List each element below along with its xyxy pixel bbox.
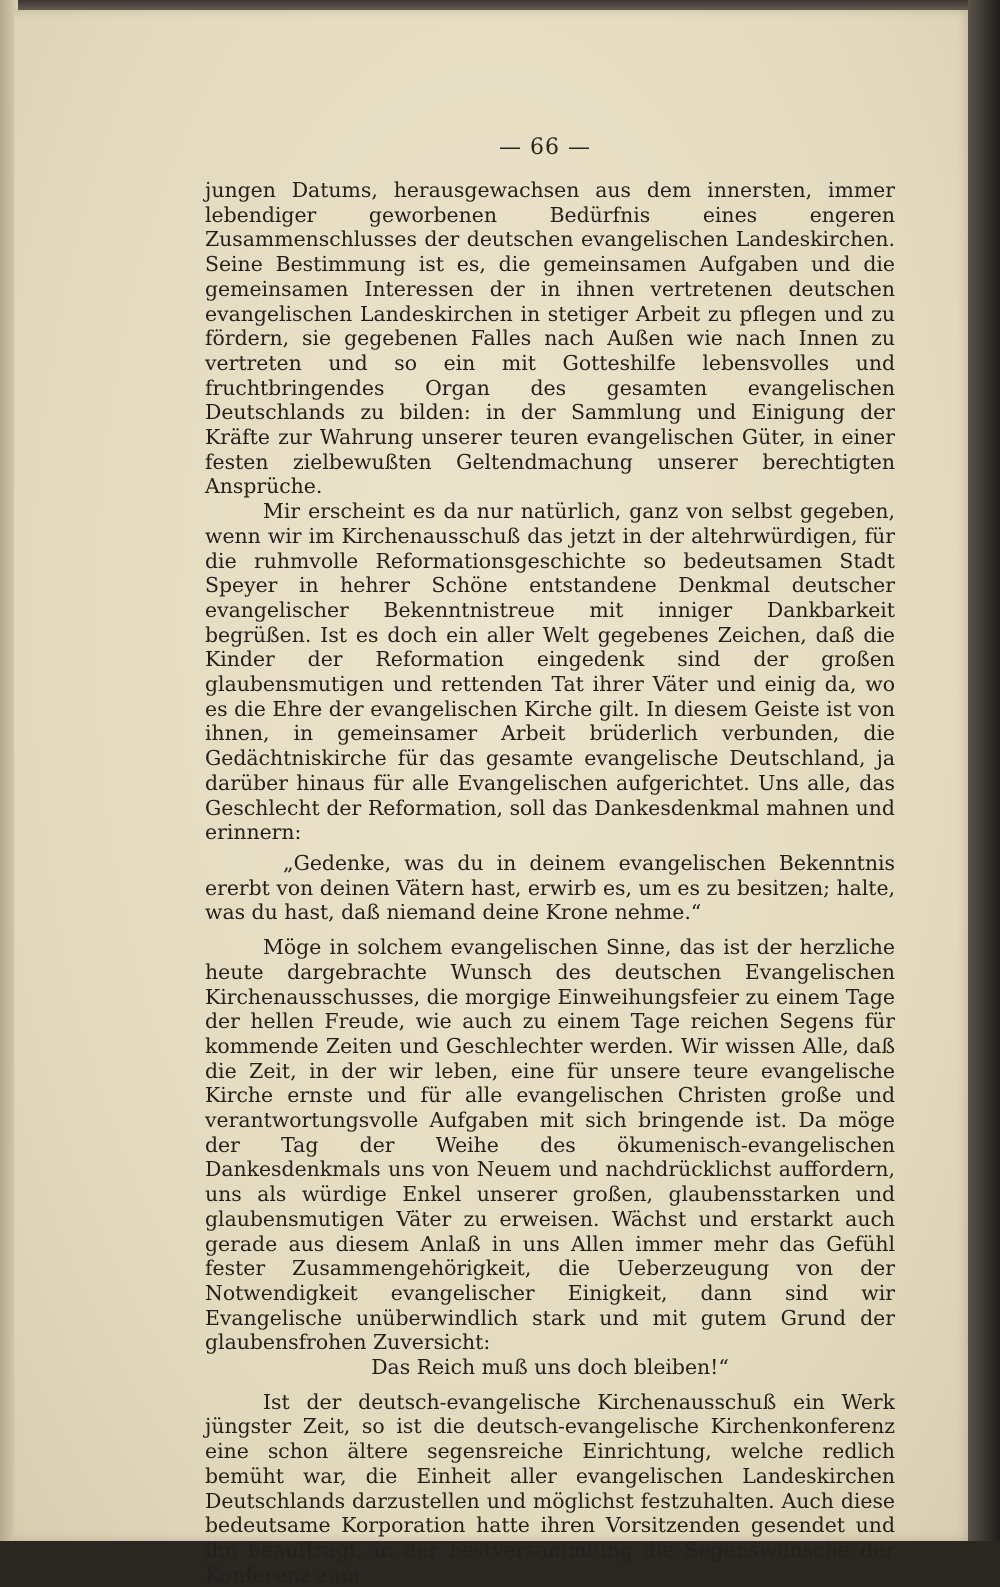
paragraph: Möge in solchem evangelischen Sinne, das ist der herzliche heute dargebrachte Wunsch des deutschen Evangelischen Kirchenausschusses, die morgige Einweihungsfeier zu einem Tage der hellen Freude, wie auch zu einem Tage reichen Segens für kommende Zeiten und Geschlechter werden. Wir wissen Alle, daß die Zeit, in der wir leben, eine für unsere teure evangelische Kirche ernste und für alle evangelischen Christen große und verantwortungsvolle Aufgaben mit sich bringende ist. Da möge der Tag der Weihe des ökumenisch-evangelischen Dankesdenkmals uns von Neuem und nachdrücklichst auffordern, uns als würdige Enkel unserer großen, glaubensstarken und glaubensmutigen Väter zu erweisen. Wächst und erstarkt auch gerade aus diesem Anlaß in uns Allen immer mehr das Gefühl fester Zusammengehörigkeit, die Ueberzeugung von der Notwendigkeit evangelischer Einigkeit, dann sind wir Evangelische unüberwindlich stark und mit gutem Grund der glaubensfrohen Zuversicht: <box>205 935 895 1355</box>
paragraph: Mir erscheint es da nur natürlich, ganz von selbst gegeben, wenn wir im Kirchenausschuß das jetzt in der altehrwürdigen, für die ruhmvolle Reformationsgeschichte so bedeutsamen Stadt Speyer in hehrer Schöne entstandene Denkmal deutscher evangelischer Bekenntnistreue mit inniger Dankbarkeit begrüßen. Ist es doch ein aller Welt gegebenes Zeichen, daß die Kinder der Reformation eingedenk sind der großen glaubensmutigen und rettenden Tat ihrer Väter und einig da, wo es die Ehre der evangelischen Kirche gilt. In diesem Geiste ist von ihnen, in gemeinsamer Arbeit brüderlich verbunden, die Gedächtniskirche für das gesamte evangelische Deutschland, ja darüber hinaus für alle Evangelischen aufgerichtet. Uns alle, das Geschlecht der Reformation, soll das Dankesdenkmal mahnen und erinnern: <box>205 499 895 845</box>
paragraph: Ist der deutsch-evangelische Kirchenausschuß ein Werk jüngster Zeit, so ist die deutsch-evangelische Kirchenkonferenz eine schon ältere segensreiche Einrichtung, welche redlich bemüht war, die Einheit aller evangelischen Landeskirchen Deutschlands darzustellen und möglichst festzuhalten. Auch diese bedeutsame Korporation hatte ihren Vorsitzenden gesendet und ihn beauftragt, in der Festversammlung die Segenswünsche der Konferenz zum <box>205 1389 895 1587</box>
page-body <box>205 178 895 1587</box>
paragraph: jungen Datums, herausgewachsen aus dem innersten, immer lebendiger geworbenen Bedürfnis eines engeren Zusammenschlusses der deutschen evangelischen Landeskirchen. Seine Bestimmung ist es, die gemeinsamen Aufgaben und die gemeinsamen Interessen der in ihnen vertretenen deutschen evangelischen Landeskirchen in stetiger Arbeit zu pflegen und zu fördern, sie gegebenen Falles nach Außen wie nach Innen zu vertreten und so ein mit Gotteshilfe lebensvolles und fruchtbringendes Organ des gesamten evangelischen Deutschlands zu bilden: in der Sammlung und Einigung der Kräfte zur Wahrung unserer teuren evangelischen Güter, in einer festen zielbewußten Geltendmachung unserer berechtigten Ansprüche. <box>205 178 895 499</box>
scan-right-edge <box>968 0 1000 1541</box>
quotation: Das Reich muß uns doch bleiben!“ <box>371 1355 729 1380</box>
quotation: „Gedenke, was du in deinem evangelischen Bekenntnis ererbt von deinen Vätern hast, erwirb es, um es zu besitzen; halte, was du hast, daß niemand deine Krone nehme.“ <box>205 850 895 925</box>
page-number: — 66 — <box>499 135 591 160</box>
